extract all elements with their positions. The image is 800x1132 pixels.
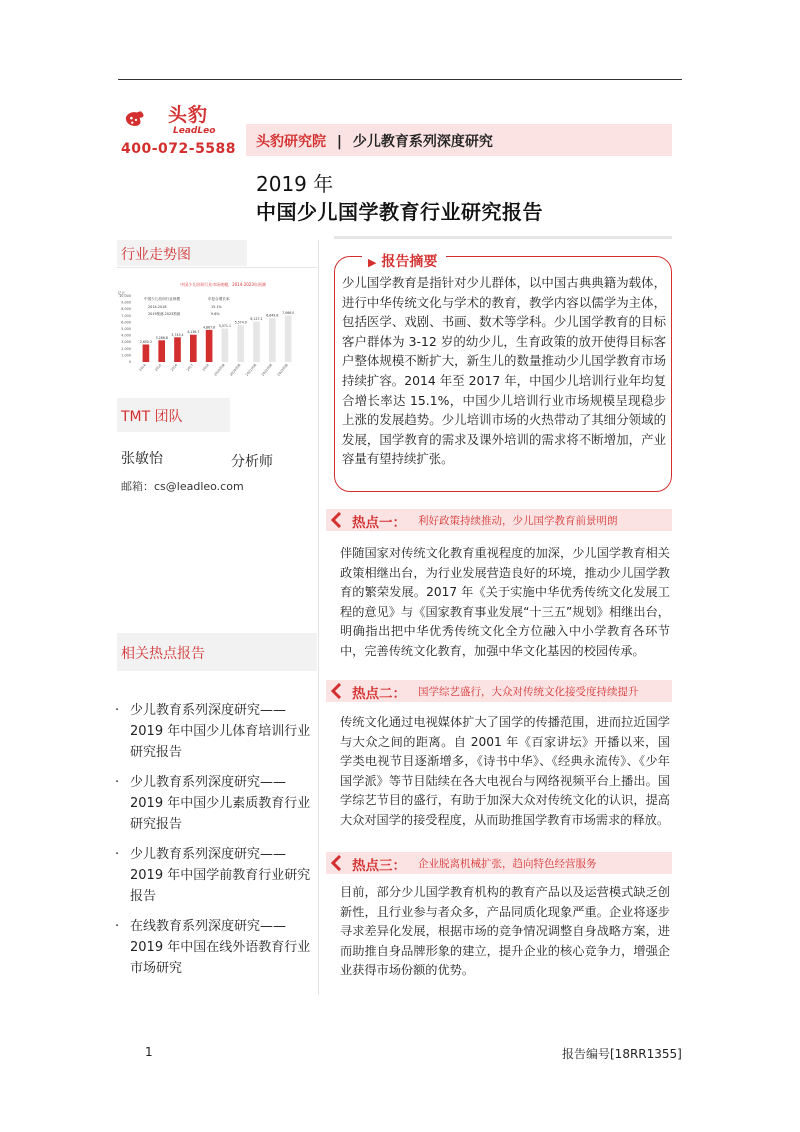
bar-2018: [206, 330, 213, 362]
y-tick-label: 6,000: [121, 320, 131, 325]
bullet-icon: ·: [115, 703, 120, 718]
hotspot-2-header: [326, 680, 672, 702]
email-label: 邮箱：: [121, 480, 154, 493]
x-tick-label: 2017: [185, 363, 195, 372]
hot-reports-heading: 相关热点报告: [121, 646, 205, 662]
bar-value-label: 6,127.2: [250, 317, 263, 322]
bullet-icon: ·: [115, 775, 120, 790]
bar-2021预测: [253, 322, 260, 362]
legend-header-right: 年复合增长率: [208, 297, 230, 301]
hotspot-3-subtitle: 企业脱离机械扩张，趋向特色经营服务: [418, 858, 597, 870]
hotspot-1-title: 热点一：: [352, 515, 406, 531]
hot-report-item[interactable]: [113, 916, 318, 979]
bar-value-label: 5,071.1: [218, 324, 231, 329]
y-tick-label: 5,000: [121, 327, 131, 331]
hot-report-text: 少儿教育系列深度研究——2019 年中国学前教育行业研究报告: [130, 847, 311, 904]
y-tick-label: 0: [128, 360, 131, 364]
hot-report-text: 少儿教育系列深度研究——2019 年中国少儿素质教育行业研究报告: [130, 775, 311, 832]
leopard-logo-icon: [124, 100, 170, 138]
bar-2020预测: [237, 325, 244, 362]
bar-2022预测: [269, 318, 276, 362]
bar-value-label: 4,867.8: [203, 325, 216, 330]
x-tick-label: 2014: [138, 363, 147, 372]
bar-value-label: 4,136.7: [187, 330, 200, 335]
series-name: 少儿教育系列深度研究: [352, 134, 493, 150]
bar-value-label: 3,743.4: [171, 332, 184, 337]
analyst-role: 分析师: [231, 454, 273, 470]
series-banner-text: [256, 131, 493, 151]
hotspot-1-subtitle: 利好政策持续推动，少儿国学教育前景明朗: [418, 515, 618, 527]
legend-rate-2: 9.6%: [211, 312, 220, 316]
legend-period-2: 2019预测-2023预测: [148, 312, 181, 316]
y-tick-label: 9,000: [121, 300, 131, 305]
hot-report-item[interactable]: [113, 700, 318, 763]
page-number: 1: [145, 1045, 153, 1059]
y-tick-label: 7,000: [121, 313, 131, 318]
chevron-left-icon: [330, 683, 342, 699]
hot-report-text: 少儿教育系列深度研究——2019 年中国少儿体育培训行业研究报告: [130, 703, 311, 760]
email-link[interactable]: cs@leadleo.com: [154, 480, 244, 493]
hotspot-3-title: 热点三：: [352, 858, 406, 874]
x-tick-label: 2019预测: [213, 363, 226, 377]
bar-2014: [143, 345, 150, 362]
hotline-phone: 400-072-5588: [121, 141, 237, 157]
bullet-icon: ·: [115, 919, 120, 934]
market-size-chart: [118, 278, 318, 380]
y-tick-label: 1,000: [121, 353, 131, 358]
hotspot-3-body: 目前，部分少儿国学教育机构的教育产品以及运营模式缺乏创新性，且行业参与者众多，产品同质化现象严重。企业将逐步寻求差异化发展，根据市场的竞争情况调整自身战略方案，进而助推自身品牌形象的建立，提升企业的核心竞争力，增强企业获得市场份额的优势。: [340, 885, 670, 977]
y-tick-label: 8,000: [121, 307, 131, 312]
logo-subtitle: LeadLeo: [173, 126, 216, 136]
hotspot-2-subtitle: 国学综艺盛行，大众对传统文化接受度持续提升: [418, 686, 639, 698]
report-title: 中国少儿国学教育行业研究报告: [256, 200, 543, 224]
hot-report-item[interactable]: [113, 844, 318, 907]
chart-unit: 亿元: [118, 291, 126, 295]
summary-top-rule: [334, 236, 672, 239]
x-tick-label: 2021预测: [244, 363, 258, 377]
bar-2019预测: [222, 329, 229, 362]
y-tick-label: 2,000: [121, 346, 131, 351]
y-tick-label: 3,000: [121, 340, 131, 345]
hot-reports-list: [113, 700, 318, 988]
summary-heading-text: 报告摘要: [381, 254, 438, 270]
logo-wordmark: 头豹: [168, 104, 209, 126]
analyst-name: 张敏怡: [121, 451, 163, 467]
chart-title: 中国少儿培训行业市场规模，2014-2023年预测: [180, 282, 266, 287]
x-tick-label: 2023预测: [276, 363, 289, 377]
report-year: 2019 年: [256, 172, 334, 196]
x-tick-label: 2020预测: [229, 363, 242, 377]
bar-2015: [158, 340, 165, 362]
hotspot-2-title: 热点二：: [352, 686, 406, 702]
bar-2016: [174, 337, 181, 362]
hotspot-1-header: [326, 509, 672, 531]
bar-value-label: 7,066.0: [282, 310, 295, 315]
hot-report-text: 在线教育系列深度研究——2019 年中国在线外语教育行业市场研究: [130, 919, 311, 976]
column-divider: [318, 240, 319, 995]
bar-value-label: 2,650.2: [139, 340, 152, 345]
bar-2023预测: [285, 315, 292, 362]
summary-body: 少儿国学教育是指针对少儿群体，以中国古典典籍为载体，进行中华传统文化与学术的教育，教学内容以儒学为主体，包括医学、戏剧、书画、数术等学科。少儿国学教育的目标客户群体为 3-12 岁的幼少儿，生育政策的放开使得目标客户整体规模不断扩大，新生儿的数量推动少儿国学教育市场持续扩容。2014 年至 2017 年，中国少儿培训行业年均复合增长率达 15.1%，中国少儿培训行业市场规模呈现稳步上涨的发展趋势。少儿培训市场的火热带动了其细分领域的发展，国学教育的需求及课外培训的需求将不断增加，产业容量有望持续扩张。: [342, 275, 666, 467]
legend-header-left: 中国少儿培训行业规模: [144, 297, 180, 301]
report-id: 报告编号[18RR1355]: [562, 1047, 682, 1061]
hotspot-2-body: 传统文化通过电视媒体扩大了国学的传播范围，进而拉近国学与大众之间的距离。自 2001 年《百家讲坛》开播以来，国学类电视节目逐渐增多，《诗书中华》、《经典永流传》、《少年国学派》等节目陆续在各大电视台与网络视频平台上播出。国学综艺节目的盛行，有助于加深大众对传统文化的认识，提高大众对国学的接受程度，从而助推国学教育市场需求的释放。: [340, 715, 670, 827]
legend-rate-1: 15.1%: [211, 305, 222, 309]
chevron-left-icon: [330, 512, 342, 528]
bar-value-label: 6,649.8: [266, 313, 279, 318]
summary-heading: [368, 251, 437, 271]
bar-value-label: 3,286.8: [155, 335, 168, 340]
summary-arrow-icon: ▶: [368, 256, 377, 269]
legend-period-1: 2014-2018: [148, 305, 167, 309]
bullet-icon: ·: [115, 847, 120, 862]
y-tick-label: 10,000: [119, 294, 131, 298]
bar-value-label: 5,574.0: [234, 320, 247, 325]
hot-report-item[interactable]: [113, 772, 318, 835]
x-tick-label: 2016: [169, 363, 179, 372]
x-tick-label: 2022预测: [260, 363, 274, 377]
hotspot-1-body: 伴随国家对传统文化教育重视程度的加深，少儿国学教育相关政策相继出台，为行业发展营造良好的环境，推动少儿国学教育的繁荣发展。2017 年《关于实施中华优秀传统文化发展工程的意见》与《国家教育事业发展“十三五”规划》相继出台，明确指出把中华优秀传统文化全方位融入中小学教育各环节中，完善传统文化教育，加强中华文化基因的校园传承。: [340, 546, 670, 658]
y-tick-label: 4,000: [121, 333, 131, 338]
x-tick-label: 2018: [201, 363, 210, 372]
chevron-left-icon: [330, 855, 342, 871]
top-rule: [118, 79, 682, 80]
institute-name: 头豹研究院: [256, 134, 326, 150]
trend-rule: [117, 267, 317, 268]
team-heading: TMT 团队: [121, 409, 183, 425]
banner-separator: |: [336, 134, 342, 150]
x-tick-label: 2015: [154, 363, 163, 372]
analyst-email-row: [121, 478, 244, 494]
bar-2017: [190, 335, 197, 362]
trend-heading: 行业走势图: [121, 247, 191, 263]
hotspot-3-header: [326, 852, 672, 874]
